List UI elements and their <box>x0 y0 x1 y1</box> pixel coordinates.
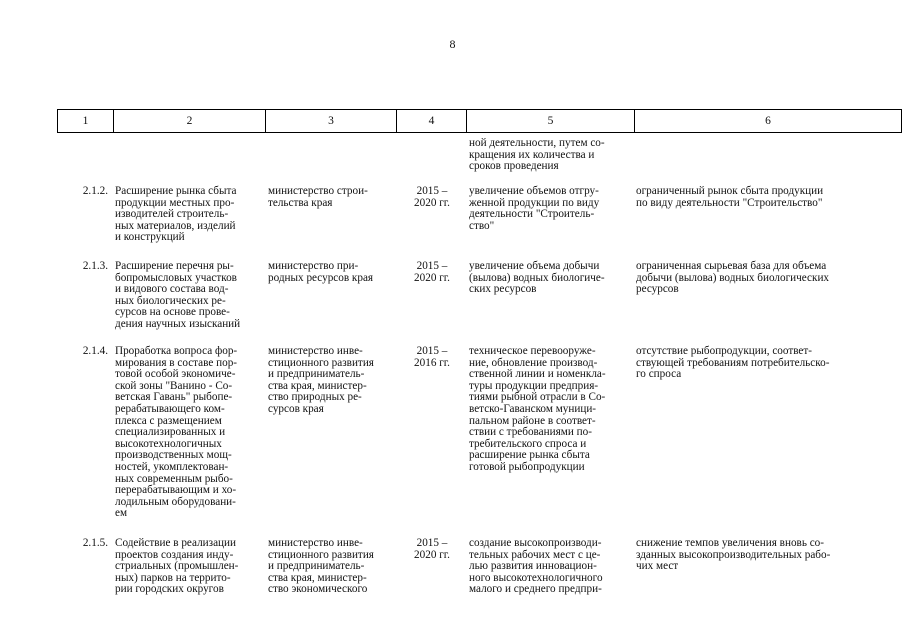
period-text: 2015 – 2020 гг. <box>414 260 450 284</box>
column-5-header: 5 <box>467 110 635 133</box>
result-text: техническое перевооруже- ние, обновление производ- ственной линии и номенкла- туры продукции предприя- тиями рыбной отрасли в Со- ветско-Гаванском муници- пальном районе в соответ- ствии с требованиями по- требительского спроса и расширение рынка сбыта готовой рыбопродукции <box>469 345 606 473</box>
column-6-header: 6 <box>635 110 902 133</box>
measure-text: Расширение перечня ры- бопромысловых участков и видового состава вод- ных биологических ре- сурсов на основе прове- дения научных изысканий <box>115 260 241 330</box>
row-number: 2.1.3. <box>82 260 108 272</box>
header-row <box>58 110 902 133</box>
row-number: 2.1.2. <box>82 185 108 197</box>
period-text: 2015 – 2020 гг. <box>414 537 450 561</box>
column-number-header <box>57 109 902 133</box>
result-text: создание высокопроизводи- тельных рабочих мест с це- лью развития инновацион- ного высокотехнологичного малого и среднего предпри- <box>469 537 603 596</box>
page-number: 8 <box>449 37 456 51</box>
row-number: 2.1.4. <box>82 345 108 357</box>
executor-text: министерство инве- стиционного развития и предприниматель- ства края, министер- ство природных ре- сурсов края <box>268 345 374 415</box>
column-1-header: 1 <box>58 110 114 133</box>
result-text: увеличение объема добычи (вылова) водных биологиче- ских ресурсов <box>469 260 605 296</box>
measure-text: Содействие в реализации проектов создания инду- стриальных (промышлен- ных) парков на террито- рии городских округов <box>115 537 239 596</box>
column-4-header: 4 <box>397 110 467 133</box>
result-text: увеличение объемов отгру- женной продукции по виду деятельности "Строитель- ство" <box>469 185 600 232</box>
row-number: 2.1.5. <box>82 537 108 549</box>
consequences-text: ограниченный рынок сбыта продукции по виду деятельности "Строительство" <box>636 185 824 209</box>
period-text: 2015 – 2016 гг. <box>414 345 450 369</box>
consequences-text: отсутствие рыбопродукции, соответ- ствующей требованиям потребительско- го спроса <box>636 345 830 381</box>
executor-text: министерство инве- стиционного развития и предприниматель- ства края, министер- ство экономического <box>268 537 374 596</box>
consequences-text: ограниченная сырьевая база для объема добычи (вылова) водных биологических ресурсов <box>636 260 830 296</box>
measure-text: Проработка вопроса фор- мирования в составе пор- товой особой экономиче- ской зоны "Ванино - Со- ветская Гавань" рыбопе- рерабатывающего ком- плекса с размещением специализированных и высокотехнологичных производственных мощ- ностей, укомплектован- ных современным рыбо- перерабатывающим и хо- лодильным оборудовани- ем <box>115 345 238 520</box>
consequences-text: снижение темпов увеличения вновь со- зданных высокопроизводительных рабо- чих мест <box>636 537 831 573</box>
continuation-result-text: ной деятельности, путем со- кращения их количества и сроков проведения <box>469 137 605 173</box>
executor-text: министерство при- родных ресурсов края <box>268 260 374 284</box>
measure-text: Расширение рынка сбыта продукции местных про- изводителей строитель- ных материалов, изделий и конструкций <box>115 185 237 244</box>
column-2-header: 2 <box>114 110 266 133</box>
column-3-header: 3 <box>266 110 397 133</box>
executor-text: министерство строи- тельства края <box>268 185 368 209</box>
period-text: 2015 – 2020 гг. <box>414 185 450 209</box>
